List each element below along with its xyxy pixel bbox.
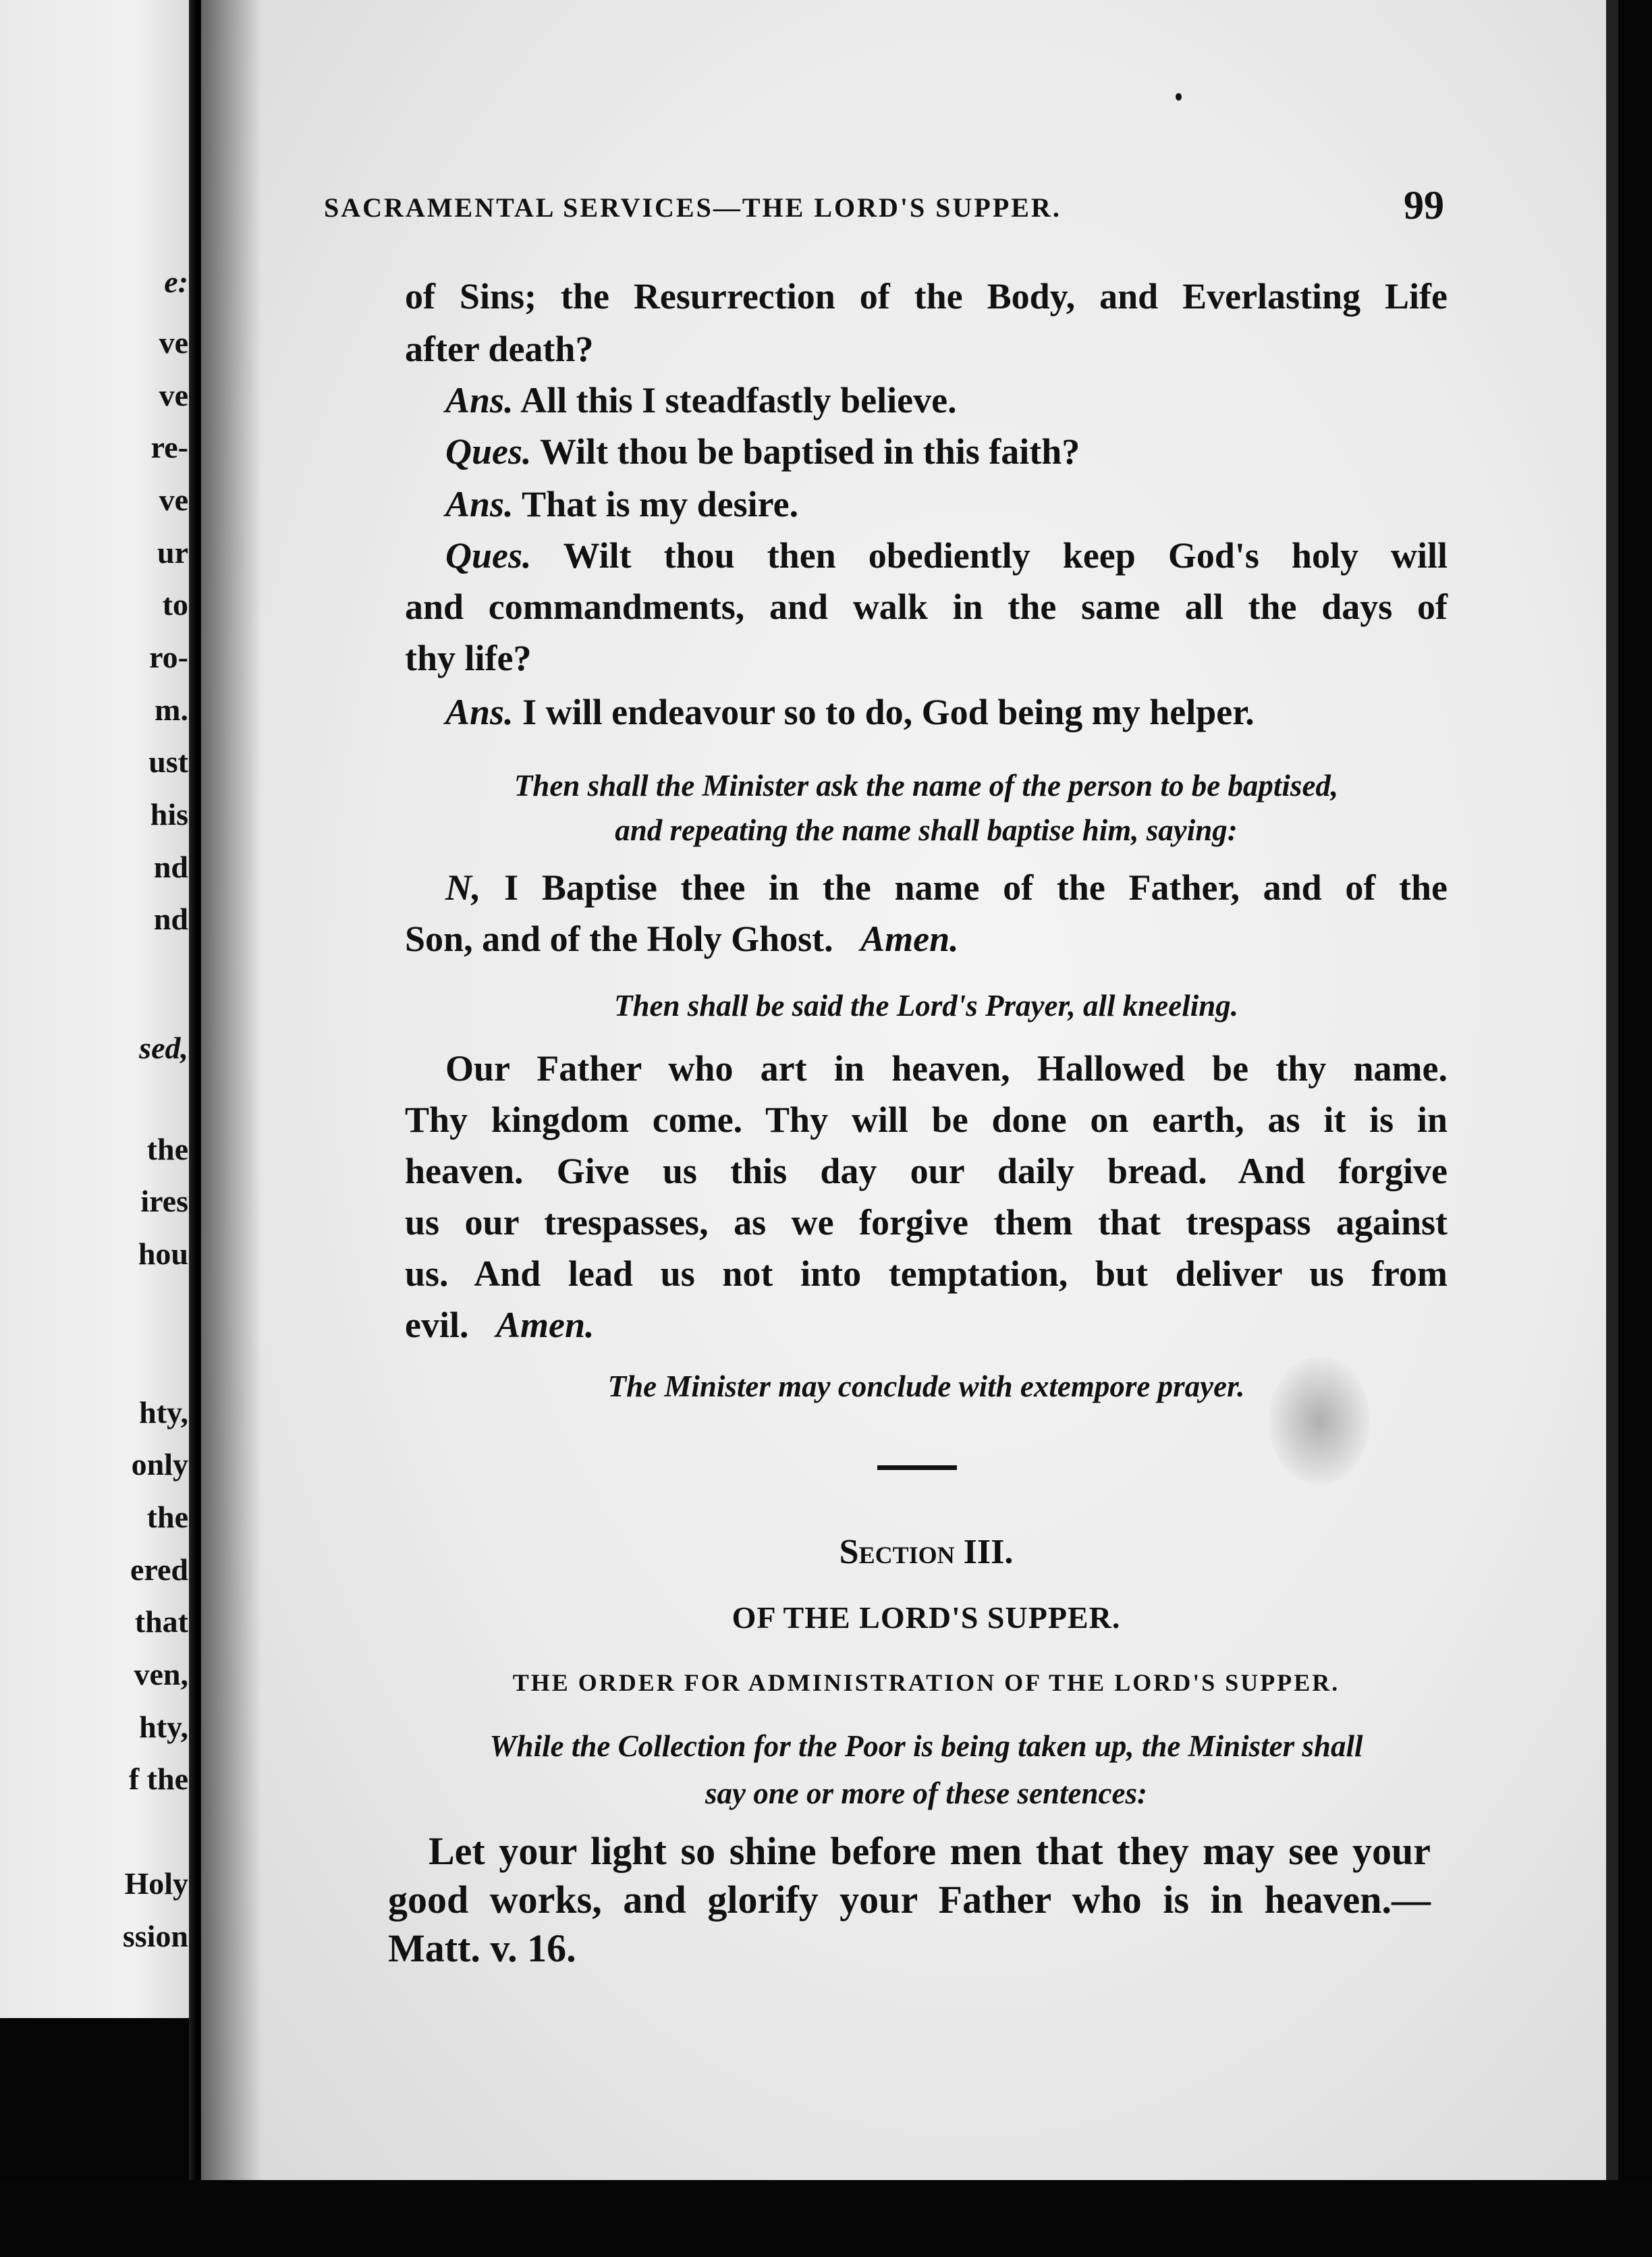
left-page-text-fragment: ssion xyxy=(122,1919,188,1953)
prayer-line: Thy kingdom come. Thy will be done on earth, as it is in xyxy=(405,1099,1448,1140)
text-line: and commandments, and walk in the same all the days of xyxy=(405,587,1448,627)
left-page-text-fragment: nd xyxy=(153,850,188,884)
left-page-text-fragment: re- xyxy=(150,430,188,464)
left-page-text-fragment: ered xyxy=(130,1552,188,1587)
answer-text: I will endeavour so to do, God being my helper. xyxy=(522,692,1255,732)
scripture-sentence-line: Let your light so shine before men that they may see your xyxy=(429,1829,1431,1873)
left-page-text-fragment: ur xyxy=(157,535,188,570)
left-page-text-fragment: ust xyxy=(148,744,188,779)
scan-background xyxy=(0,2180,1652,2257)
rubric-line: While the Collection for the Poor is being taken up, the Minister shall xyxy=(489,1729,1363,1763)
left-page-text-fragment: ve xyxy=(159,325,188,360)
text-line: after death? xyxy=(405,329,594,369)
left-page-text-fragment: Holy xyxy=(124,1866,188,1901)
baptism-formula-line xyxy=(405,869,1448,906)
left-page-text-fragment: ven, xyxy=(134,1657,188,1691)
left-page-text-fragment: ve xyxy=(159,378,188,412)
left-facing-page xyxy=(0,0,192,2018)
answer-line xyxy=(405,486,1448,522)
rubric-line: and repeating the name shall baptise him, saying: xyxy=(615,813,1238,847)
baptism-text: Son, and of the Holy Ghost. xyxy=(405,919,833,959)
left-page-text-fragment: that xyxy=(134,1604,188,1639)
left-page-text-fragment: e: xyxy=(164,265,188,299)
text-line: thy life? xyxy=(405,638,532,678)
rubric-line: say one or more of these sentences: xyxy=(705,1776,1147,1810)
answer-text: That is my desire. xyxy=(522,484,799,524)
left-page-text-fragment: the xyxy=(146,1500,188,1534)
answer-label: Ans. xyxy=(445,692,514,732)
section-divider xyxy=(877,1465,957,1470)
amen: Amen. xyxy=(495,1305,595,1345)
answer-label: Ans. xyxy=(445,484,514,524)
left-page-text-fragment: sed, xyxy=(139,1031,188,1065)
prayer-line: us our trespasses, as we forgive them that trespass against xyxy=(405,1202,1448,1243)
prayer-line xyxy=(405,1307,1448,1343)
left-page-text-fragment: hou xyxy=(138,1236,188,1271)
gutter-shadow xyxy=(201,0,262,2180)
prayer-line: heaven. Give us this day our daily bread. And forgive xyxy=(405,1151,1448,1191)
name-placeholder: N, xyxy=(445,867,481,908)
left-page-text-fragment: the xyxy=(146,1132,188,1166)
answer-line xyxy=(405,694,1448,730)
prayer-line: Our Father who art in heaven, Hallowed be thy name. xyxy=(445,1048,1448,1089)
section-number: Section III. xyxy=(839,1533,1014,1571)
section-title: OF THE LORD'S SUPPER. xyxy=(732,1600,1121,1635)
answer-label: Ans. xyxy=(445,380,514,420)
rubric-line: Then shall be said the Lord's Prayer, all kneeling. xyxy=(613,989,1239,1023)
question-text: Wilt thou then obediently keep God's holy will xyxy=(563,535,1448,576)
text-line: of Sins; the Resurrection of the Body, and Everlasting Life xyxy=(405,276,1448,317)
prayer-text: evil. xyxy=(405,1305,469,1345)
question-line xyxy=(405,537,1448,574)
question-label: Ques. xyxy=(445,431,532,472)
question-label: Ques. xyxy=(445,535,532,576)
baptism-formula-line xyxy=(405,921,1448,957)
left-page-text-fragment: only xyxy=(131,1447,188,1481)
ink-speck xyxy=(1176,93,1182,101)
prayer-line: us. And lead us not into temptation, but deliver us from xyxy=(405,1253,1448,1294)
left-page-text-fragment: ro- xyxy=(149,640,188,674)
left-page-text-fragment: ve xyxy=(159,483,188,517)
amen: Amen. xyxy=(860,919,959,959)
left-page-text-fragment: his xyxy=(150,797,188,832)
left-page-text-fragment: to xyxy=(162,587,188,622)
running-head: SACRAMENTAL SERVICES—THE LORD'S SUPPER. xyxy=(324,192,1062,223)
question-line xyxy=(405,433,1448,470)
question-text: Wilt thou be baptised in this faith? xyxy=(540,431,1080,472)
scripture-sentence-line: good works, and glorify your Father who is in heaven.— xyxy=(388,1878,1431,1922)
baptism-text: I Baptise thee in the name of the Father, and of the xyxy=(504,867,1448,908)
left-page-text-fragment: nd xyxy=(153,902,188,936)
rubric-line: Then shall the Minister ask the name of the person to be baptised, xyxy=(514,769,1339,803)
scripture-reference: Matt. v. 16. xyxy=(388,1926,576,1970)
rubric-line: The Minister may conclude with extempore prayer. xyxy=(607,1369,1245,1403)
left-page-text-fragment: hty, xyxy=(139,1395,188,1430)
left-page-text-fragment: hty, xyxy=(139,1710,188,1744)
order-heading: THE ORDER FOR ADMINISTRATION OF THE LORD'S SUPPER. xyxy=(512,1669,1340,1696)
page-number: 99 xyxy=(1404,183,1444,227)
left-page-text-fragment: ires xyxy=(140,1184,188,1218)
answer-text: All this I steadfastly believe. xyxy=(520,380,957,420)
left-page-text-fragment: f the xyxy=(128,1762,188,1796)
answer-line xyxy=(405,382,1448,418)
left-page-text-fragment: m. xyxy=(155,692,188,727)
